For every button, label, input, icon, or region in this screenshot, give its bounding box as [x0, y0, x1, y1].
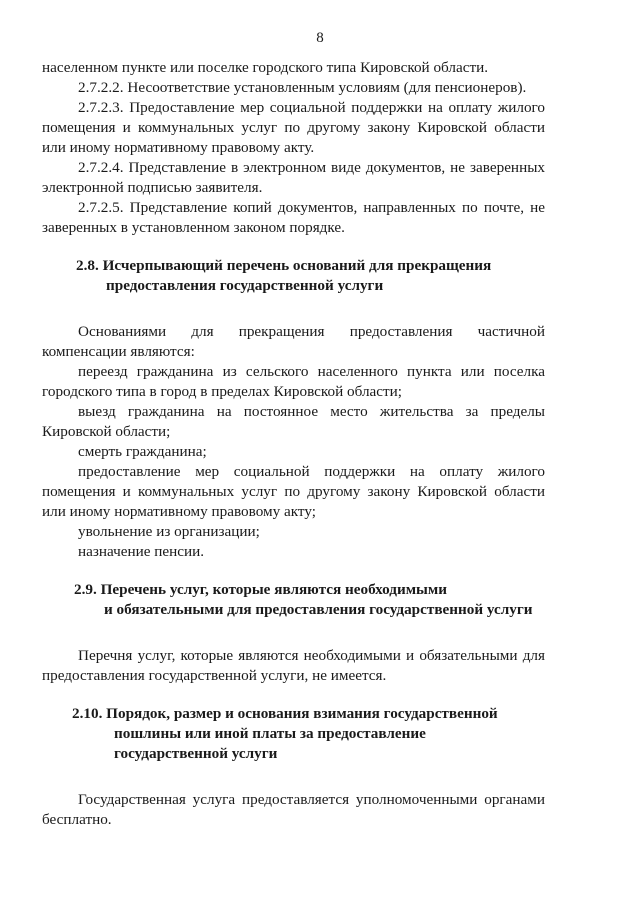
section-heading-2-10 — [42, 704, 545, 764]
section-heading-2-9 — [42, 580, 545, 620]
section-title-line2: и обязательными для предоставления государственной услуги — [104, 601, 533, 618]
paragraph: Основаниями для прекращения предоставления частичной компенсации являются: — [42, 323, 545, 360]
paragraph: 2.7.2.4. Представление в электронном виде документов, не заверенных электронной подписью заявителя. — [42, 159, 545, 196]
section-title-line3: государственной услуги — [114, 745, 278, 762]
page-number: 8 — [316, 30, 324, 46]
paragraph: выезд гражданина на постоянное место жительства за пределы Кировской области; — [42, 403, 545, 440]
section-title-line1: Порядок, размер и основания взимания государственной — [106, 705, 498, 722]
section-title-line2: пошлины или иной платы за предоставление — [114, 725, 426, 742]
section-title-line1: Перечень услуг, которые являются необходимыми — [100, 581, 447, 598]
paragraph: назначение пенсии. — [78, 543, 205, 560]
paragraph: Государственная услуга предоставляется уполномоченными органами бесплатно. — [42, 791, 545, 828]
section-number: 2.10. — [72, 705, 103, 722]
section-number: 2.8. — [76, 257, 99, 274]
paragraph: смерть гражданина; — [78, 443, 207, 460]
document-body — [42, 58, 545, 830]
paragraph: 2.7.2.2. Несоответствие установленным условиям (для пенсионеров). — [78, 79, 527, 96]
paragraph: предоставление мер социальной поддержки на оплату жилого помещения и коммунальных услуг по другому закону Кировской области или иному нормативному правовому акту; — [42, 463, 545, 520]
section-number: 2.9. — [74, 581, 97, 598]
paragraph: Перечня услуг, которые являются необходимыми и обязательными для предоставления государственной услуги, не имеется. — [42, 647, 545, 684]
paragraph: 2.7.2.5. Представление копий документов, направленных по почте, не заверенных в установленном законом порядке. — [42, 199, 545, 236]
paragraph: 2.7.2.3. Предоставление мер социальной поддержки на оплату жилого помещения и коммунальных услуг по другому закону Кировской области или иному нормативному правовому акту. — [42, 99, 545, 156]
paragraph: переезд гражданина из сельского населенного пункта или поселка городского типа в город в пределах Кировской области; — [42, 363, 545, 400]
section-title-line1: Исчерпывающий перечень оснований для прекращения — [102, 257, 492, 274]
section-title-line2: предоставления государственной услуги — [106, 277, 384, 294]
section-heading-2-8 — [42, 256, 545, 296]
paragraph: увольнение из организации; — [78, 523, 260, 540]
paragraph: населенном пункте или поселке городского типа Кировской области. — [42, 59, 489, 76]
